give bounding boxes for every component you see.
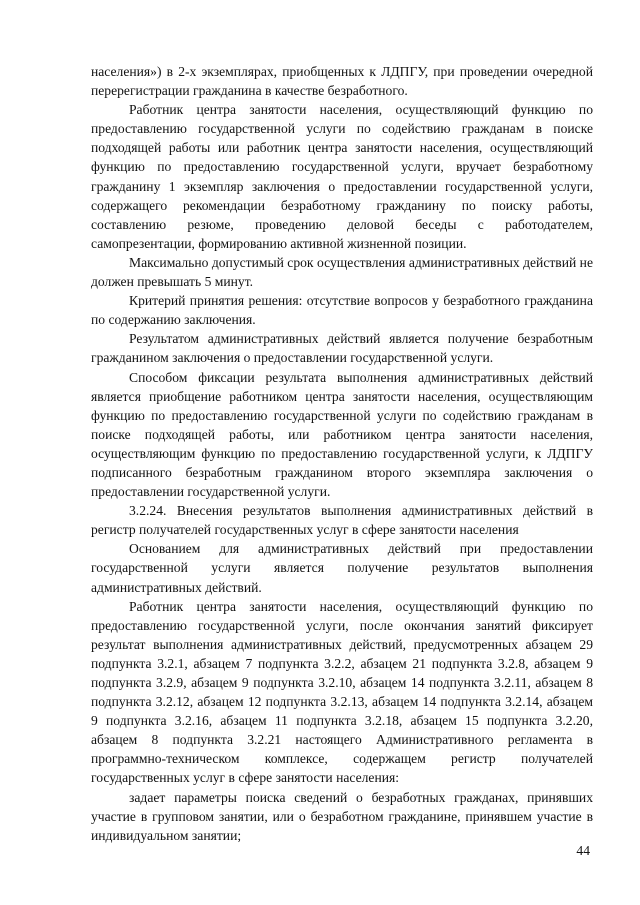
section-heading-3-2-24: 3.2.24. Внесения результатов выполнения административных действий в регистр получателей государственных услуг в сфере занятости населения (91, 503, 593, 538)
paragraph-register-entry: Работник центра занятости населения, осуществляющий функцию по предоставлению государственной услуги, после окончания занятий фиксирует результат выполнения административных действий, предусмотренных абзацем 29 подпункта 3.2.1, абзацем 7 подпункта 3.2.2, абзацем 21 подпункта 3.2.8, абзацем 9 подпункта 3.2.9, абзацем 9 подпункта 3.2.10, абзацем 14 подпункта 3.2.11, абзацем 8 подпункта 3.2.12, абзацем 12 подпункта 3.2.13, абзацем 14 подпункта 3.2.14, абзацем 9 подпункта 3.2.16, абзацем 11 подпункта 3.2.18, абзацем 15 подпункта 3.2.20, абзацем 8 подпункта 3.2.21 настоящего Административного регламента в программно-техническом комплексе, содержащем регистр получателей государственных услуг в сфере занятости населения: (91, 598, 593, 786)
paragraph-basis: Основанием для административных действий при предоставлении государственной услуги является получение результатов выполнения административных действий. (91, 541, 593, 595)
paragraph-issuance: Работник центра занятости населения, осуществляющий функцию по предоставлению государственной услуги по содействию гражданам в поиске подходящей работы или работник центра занятости населения, осуществляющий функцию по предоставлению государственной услуги, вручает безработному гражданину 1 экземпляр заключения о предоставлении государственной услуги, содержащего рекомендации безработному гражданину по поиску работы, составлению резюме, проведению деловой беседы с работодателем, самопрезентации, формированию активной жизненной позиции. (91, 102, 593, 251)
paragraph-search-params: задает параметры поиска сведений о безработных гражданах, принявших участие в групповом занятии, или о безработном гражданине, принявшем участие в индивидуальном занятии; (91, 789, 593, 843)
paragraph-max-time: Максимально допустимый срок осуществления административных действий не должен превышать 5 минут. (91, 254, 593, 290)
paragraph-fixation: Способом фиксации результата выполнения административных действий является приобщение работником центра занятости населения, осуществляющим функцию по предоставлению государственной услуги по содействию гражданам в поиске подходящей работы, или работником центра занятости населения, осуществляющим функцию по предоставлению государственной услуги, к ЛДПГУ подписанного безработным гражданином второго экземпляра заключения о предоставлении государственной услуги. (91, 369, 593, 500)
page-number: 44 (576, 843, 590, 858)
paragraph-continuation: населения») в 2-х экземплярах, приобщенных к ЛДПГУ, при проведении очередной перерегистрации гражданина в качестве безработного. (91, 64, 593, 99)
paragraph-criterion: Критерий принятия решения: отсутствие вопросов у безработного гражданина по содержанию заключения. (91, 293, 593, 328)
paragraph-result: Результатом административных действий является получение безработным гражданином заключения о предоставлении государственной услуги. (91, 331, 593, 366)
